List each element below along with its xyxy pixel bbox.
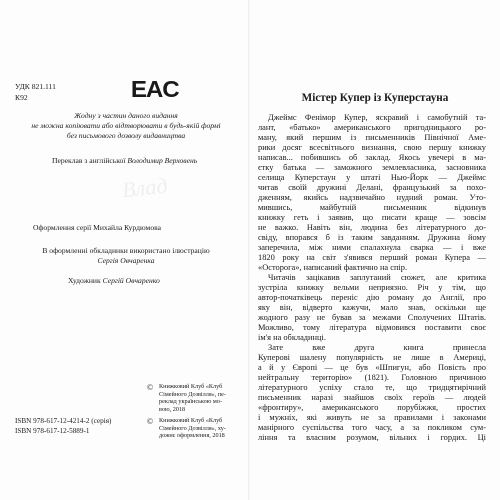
- body-line: яку він, відверто кажучи, мало знав, оскільки ще: [258, 303, 486, 312]
- series-design-credit: Оформлення серії Михайла Курдюмова: [33, 223, 162, 232]
- body-line: Читачів зацікавив заплутаний сюжет, але критика: [268, 273, 486, 282]
- isbn-book: ISBN 978-617-12-5889-1: [15, 427, 90, 435]
- body-line: автор-початківець переніс дію роману до Англії, про: [258, 293, 486, 302]
- copyright-symbol-1: ©: [147, 383, 154, 392]
- body-line: і мужніх, які живуть не за правилами і законами: [258, 413, 486, 422]
- copyright-notice-line-3: без письмового дозволу видавництва: [66, 131, 186, 140]
- artist-name: Сергій Овчаренко: [102, 276, 160, 285]
- copyright-design: [159, 417, 226, 440]
- body-line: літературного успіху стало те, що тридцятирічний: [258, 383, 486, 392]
- eac-conformity-mark: EAC: [130, 76, 179, 102]
- copyright-design-line: Книжковий Клуб «Клуб: [159, 417, 223, 424]
- body-line: манірного суспільства того часу, а за покликом сум-: [258, 423, 486, 432]
- copyright-design-line: Сімейного Дозвілля», ху-: [159, 424, 226, 432]
- body-line: читав своїй дружині Делані, французький за похо-: [258, 183, 486, 192]
- bbk-code: К92: [15, 93, 28, 102]
- body-line: ману, який першим із письменників Північної Аме-: [258, 133, 486, 142]
- artist-label: Художник: [68, 276, 101, 285]
- body-line: ління та власним розумом, вільних і гордих. Ці: [258, 433, 486, 442]
- body-line: нейтральну територію» (1821). Головною причиною: [258, 373, 486, 382]
- copyright-notice-line-2: не можна копіювати або відтворювати в будь-якій формі: [31, 121, 221, 130]
- body-line: свіду, впорався б із таким завданням. Дружина йому: [258, 233, 486, 242]
- translator-credit: [52, 156, 197, 165]
- body-line: ім'я на обкладинці.: [258, 333, 326, 342]
- copyright-design-line: дожнє оформлення, 2018: [159, 432, 225, 440]
- body-line: Куперові шалену популярність не лише в Америці,: [258, 353, 486, 362]
- body-line: рики досяг всесвітнього визнання, свою першу книжку: [258, 143, 486, 152]
- body-line: а й у Європі — це був «Шпигун, або Повість про: [258, 363, 486, 372]
- body-line: лант, «батько» американського пригодницького ро-: [258, 123, 486, 132]
- copyright-symbol-2: ©: [147, 417, 154, 426]
- body-line: книжку геть і заявив, що писати краще — зовсім: [258, 213, 486, 222]
- body-line: жодного разу не бував за межами Сполучених Штатів.: [258, 313, 486, 322]
- body-line: селища Куперстаун у штаті Нью-Йорк — Джеймс: [258, 173, 486, 182]
- artist-credit: [68, 276, 160, 285]
- body-line: написав... побившись об заклад. Якось увечері в ма-: [258, 153, 486, 162]
- body-line: 1820 року на світ з'явився перший роман Купера —: [258, 253, 486, 262]
- body-line: письменник наразі знайшов своїх героїв — людей: [258, 393, 486, 402]
- cover-illustration-line: В оформленні обкладинки використано ілюстрацію: [42, 246, 210, 255]
- translator-label: Переклав з англійської: [52, 156, 126, 165]
- isbn-series: ISBN 978-617-12-4214-2 (серія): [15, 417, 112, 425]
- body-line: Можливо, тому література відмовився поставити своє: [258, 323, 486, 332]
- body-line: мившись, майбутній письменник відкинув: [258, 203, 486, 212]
- body-line: Зате вже друга книга принесла: [268, 343, 486, 352]
- translator-name: Володимир Верховень: [127, 156, 198, 165]
- body-line: Джеймс Фенімор Купер, яскравий і самобутній та-: [268, 113, 486, 122]
- body-line: «фронтиру», американського порубіжжя, простих: [258, 403, 486, 412]
- udc-code: УДК 821.111: [15, 82, 56, 91]
- body-line: заперечила, між ними спалахнула сварка — і вже: [258, 243, 486, 252]
- body-line: не важко. Навіть він, людина без літературного до-: [258, 223, 486, 232]
- copyright-translation-line: Книжковий Клуб «Клуб: [159, 383, 223, 390]
- chapter-title: Містер Купер із Куперстауна: [301, 92, 449, 104]
- body-line: «Осторога», написаний фактично на спір.: [258, 263, 408, 272]
- copyright-translation-line: реклад українською мо-: [159, 398, 222, 406]
- body-line: зустріла книжку вельми неприязно. Річ у тім, що: [258, 283, 486, 292]
- signature-watermark: Влад: [120, 172, 169, 203]
- copyright-translation-line: Сімейного Дозвілля», пе-: [159, 390, 226, 398]
- copyright-notice-line-1: Жодну з частин даного видання: [74, 111, 178, 120]
- cover-illustrator-name: Сергія Овчаренка: [97, 256, 155, 265]
- body-line: дженням, якийсь надзвичайно нудний роман. Уто-: [258, 193, 486, 202]
- copyright-translation: [159, 383, 226, 413]
- body-line: єтку батька — заможного землевласника, засновника: [258, 163, 486, 172]
- copyright-translation-line: вою, 2018: [159, 405, 186, 413]
